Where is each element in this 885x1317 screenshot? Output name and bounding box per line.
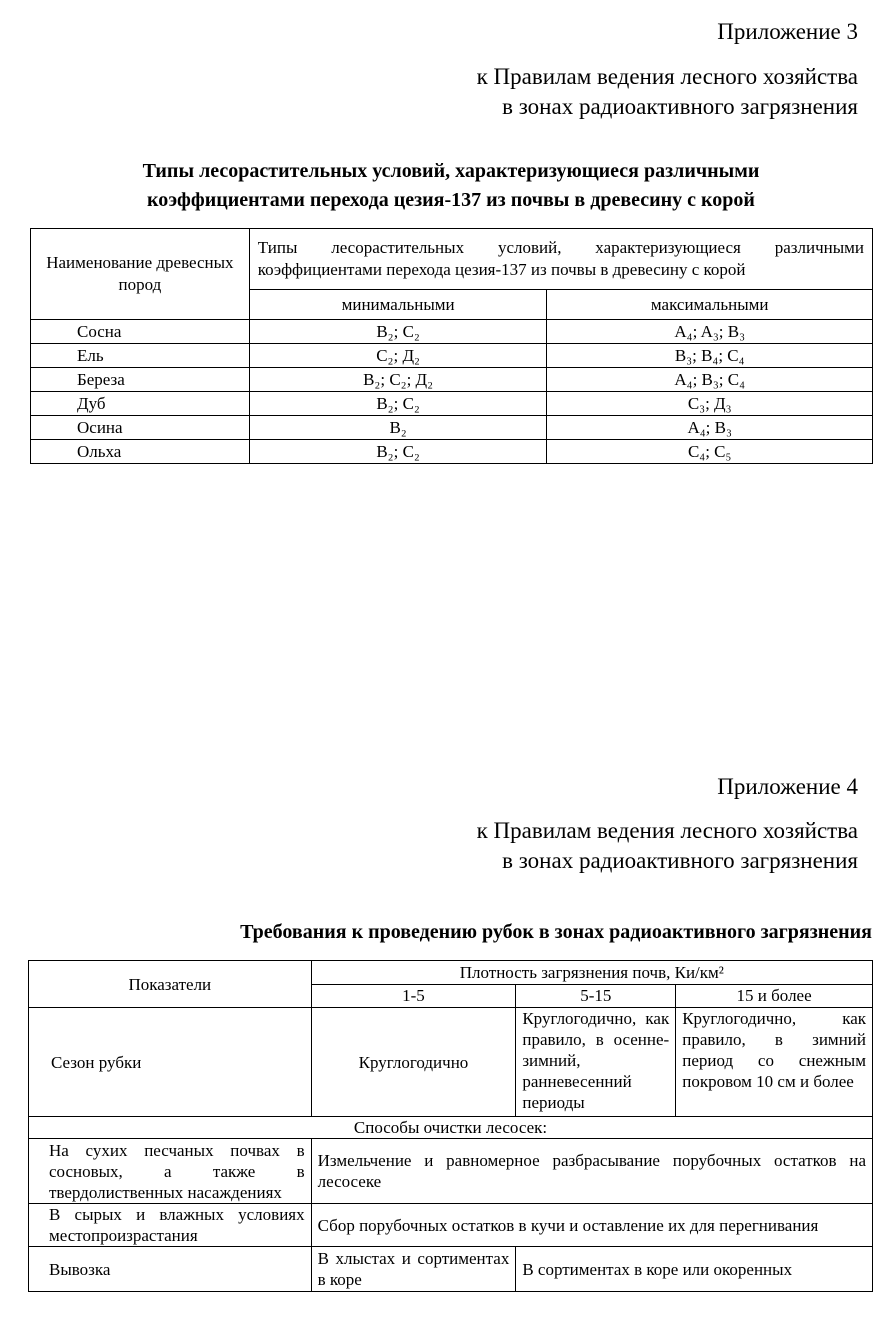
table-row bbox=[29, 1117, 873, 1139]
table-row bbox=[31, 344, 873, 368]
min-value: B₂; C₂ bbox=[249, 440, 547, 464]
max-value: C₃; Д₃ bbox=[547, 392, 873, 416]
appendix-3-subtitle-line2: в зонах радиоактивного загрязнения bbox=[502, 94, 858, 119]
table-header-row bbox=[31, 229, 873, 290]
appendix-4-subtitle-line1: к Правилам ведения лесного хозяйства bbox=[476, 818, 858, 843]
col-header-15-plus: 15 и более bbox=[676, 984, 873, 1008]
dry-soils-label: На сухих песчаных почвах в сосновых, а также в твердолиственных насаждениях bbox=[29, 1139, 312, 1204]
season-label: Сезон рубки bbox=[29, 1008, 312, 1117]
table-row bbox=[31, 368, 873, 392]
min-value: B₂ bbox=[249, 416, 547, 440]
table-row bbox=[29, 1204, 873, 1247]
table-row bbox=[29, 1247, 873, 1292]
table-header-row bbox=[29, 961, 873, 985]
col-header-5-15: 5-15 bbox=[516, 984, 676, 1008]
forest-conditions-table bbox=[30, 228, 873, 464]
tree-name: Сосна bbox=[31, 320, 250, 344]
min-value: B₂; C₂ bbox=[249, 320, 547, 344]
tree-name: Ольха bbox=[31, 440, 250, 464]
cleaning-methods-header: Способы очистки лесосек: bbox=[29, 1117, 873, 1139]
wet-conditions-value: Сбор порубочных остатков в кучи и оставление их для перегнивания bbox=[311, 1204, 872, 1247]
col-header-1-5: 1-5 bbox=[311, 984, 516, 1008]
tree-name: Ель bbox=[31, 344, 250, 368]
haul-rest: В сортиментах в коре или окоренных bbox=[516, 1247, 873, 1292]
max-value: A₄; A₃; B₃ bbox=[547, 320, 873, 344]
appendix-3-title-line1: Типы лесорастительных условий, характеризующиеся различными bbox=[142, 160, 760, 182]
col-header-indicators: Показатели bbox=[29, 961, 312, 1008]
tree-name: Дуб bbox=[31, 392, 250, 416]
tree-name: Осина bbox=[31, 416, 250, 440]
dry-soils-value: Измельчение и равномерное разбрасывание порубочных остатков на лесосеке bbox=[311, 1139, 872, 1204]
appendix-4-title: Требования к проведению рубок в зонах радиоактивного загрязнения bbox=[240, 921, 872, 943]
col-header-maximal: максимальными bbox=[547, 290, 873, 320]
season-5-15: Круглогодично, как правило, в осенне-зимний, ранневесенний периоды bbox=[516, 1008, 676, 1117]
table-row bbox=[31, 392, 873, 416]
table-row bbox=[29, 1008, 873, 1117]
table-row bbox=[31, 440, 873, 464]
max-value: C₄; C₅ bbox=[547, 440, 873, 464]
season-15-plus: Круглогодично, как правило, в зимний период со снежным покровом 10 см и более bbox=[676, 1008, 873, 1117]
max-value: B₃; B₄; C₄ bbox=[547, 344, 873, 368]
min-value: B₂; C₂; Д₂ bbox=[249, 368, 547, 392]
table-row bbox=[31, 320, 873, 344]
tree-name: Береза bbox=[31, 368, 250, 392]
max-value: A₄; B₃ bbox=[547, 416, 873, 440]
max-value: A₄; B₃; C₄ bbox=[547, 368, 873, 392]
haul-1-5: В хлыстах и сортиментах в коре bbox=[311, 1247, 516, 1292]
appendix-4-label: Приложение 4 bbox=[717, 774, 858, 799]
appendix-4-subtitle-line2: в зонах радиоактивного загрязнения bbox=[502, 848, 858, 873]
wet-conditions-label: В сырых и влажных условиях местопроизрастания bbox=[29, 1204, 312, 1247]
table-row bbox=[31, 416, 873, 440]
appendix-3-subtitle bbox=[477, 62, 858, 122]
col-header-tree-species: Наименование древесных пород bbox=[31, 229, 250, 320]
min-value: C₂; Д₂ bbox=[249, 344, 547, 368]
col-header-minimal: минимальными bbox=[249, 290, 547, 320]
appendix-3-title-line2: коэффициентами перехода цезия-137 из почвы в древесину с корой bbox=[147, 189, 755, 211]
appendix-3-label: Приложение 3 bbox=[717, 19, 858, 44]
col-header-condition-types: Типы лесорастительных условий, характеризующиеся различными коэффициентами перехода цезия-137 из почвы в древесину с корой bbox=[249, 229, 872, 290]
logging-requirements-table bbox=[28, 960, 873, 1292]
season-1-5: Круглогодично bbox=[311, 1008, 516, 1117]
col-header-density: Плотность загрязнения почв, Ки/км² bbox=[311, 961, 872, 985]
appendix-4-subtitle bbox=[477, 816, 858, 876]
appendix-3-subtitle-line1: к Правилам ведения лесного хозяйства bbox=[476, 64, 858, 89]
appendix-3-title bbox=[30, 157, 872, 215]
min-value: B₂; C₂ bbox=[249, 392, 547, 416]
table-row bbox=[29, 1139, 873, 1204]
haul-label: Вывозка bbox=[29, 1247, 312, 1292]
